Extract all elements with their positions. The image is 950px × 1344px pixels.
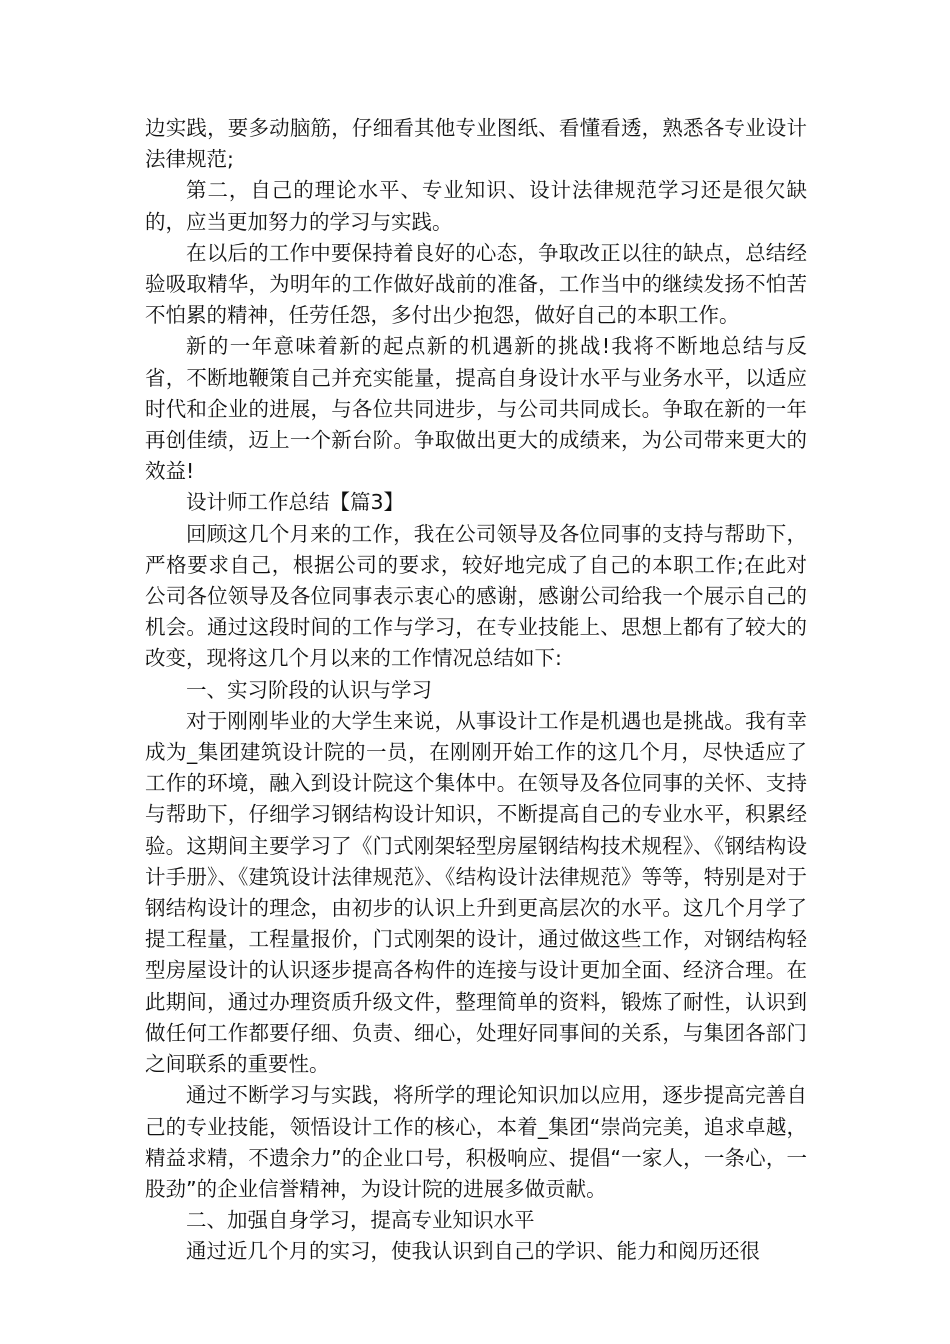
section-heading: 二、加强自身学习，提高专业知识水平 bbox=[186, 1208, 535, 1233]
section-heading: 一、实习阶段的认识与学习 bbox=[186, 677, 432, 702]
paragraph: 通过近几个月的实习，使我认识到自己的学识、能力和阅历还很 bbox=[186, 1239, 760, 1264]
paragraph: 边实践，要多动脑筋，仔细看其他专业图纸、看懂看透，熟悉各专业设计法律规范; bbox=[145, 116, 807, 172]
paragraph: 在以后的工作中要保持着良好的心态，争取改正以往的缺点，总结经验吸取精华，为明年的工作做好战前的准备，工作当中的继续发扬不怕苦不怕累的精神，任劳任怨，多付出少抱怨，做好自己的本职工作。 bbox=[145, 240, 807, 328]
paragraph: 新的一年意味着新的起点新的机遇新的挑战!我将不断地总结与反省，不断地鞭策自己并充实能量，提高自身设计水平与业务水平，以适应时代和企业的进展，与各位共同进步，与公司共同成长。争取在新的一年再创佳绩，迈上一个新台阶。争取做出更大的成绩来，为公司带来更大的效益! bbox=[145, 334, 807, 484]
paragraph: 对于刚刚毕业的大学生来说，从事设计工作是机遇也是挑战。我有幸成为_集团建筑设计院的一员，在刚刚开始工作的这几个月，尽快适应了工作的环境，融入到设计院这个集体中。在领导及各位同事的关怀、支持与帮助下，仔细学习钢结构设计知识，不断提高自己的专业水平，积累经验。这期间主要学习了《门式刚架轻型房屋钢结构技术规程》、《钢结构设计手册》、《建筑设计法律规范》、《结构设计法律规范》等等，特别是对于钢结构设计的理念，由初步的认识上升到更高层次的水平。这几个月学了提工程量，工程量报价，门式刚架的设计，通过做这些工作，对钢结构轻型房屋设计的认识逐步提高各构件的连接与设计更加全面、经济合理。在此期间，通过办理资质升级文件，整理简单的资料，锻炼了耐性，认识到做任何工作都要仔细、负责、细心，处理好同事间的关系，与集团各部门之间联系的重要性。 bbox=[145, 708, 807, 1077]
document-page bbox=[145, 113, 807, 1268]
paragraph: 第二，自己的理论水平、专业知识、设计法律规范学习还是很欠缺的，应当更加努力的学习与实践。 bbox=[145, 178, 807, 234]
paragraph: 回顾这几个月来的工作，我在公司领导及各位同事的支持与帮助下，严格要求自己，根据公司的要求，较好地完成了自己的本职工作;在此对公司各位领导及各位同事表示衷心的感谢，感谢公司给我一个展示自己的机会。通过这段时间的工作与学习，在专业技能上、思想上都有了较大的改变，现将这几个月以来的工作情况总结如下: bbox=[145, 521, 807, 671]
paragraph: 通过不断学习与实践，将所学的理论知识加以应用，逐步提高完善自己的专业技能，领悟设计工作的核心，本着_集团“崇尚完美，追求卓越，精益求精，不遗余力”的企业口号，积极响应、提倡“一家人，一条心，一股劲”的企业信誉精神，为设计院的进展多做贡献。 bbox=[145, 1083, 807, 1201]
section-heading: 设计师工作总结【篇3】 bbox=[186, 490, 405, 515]
